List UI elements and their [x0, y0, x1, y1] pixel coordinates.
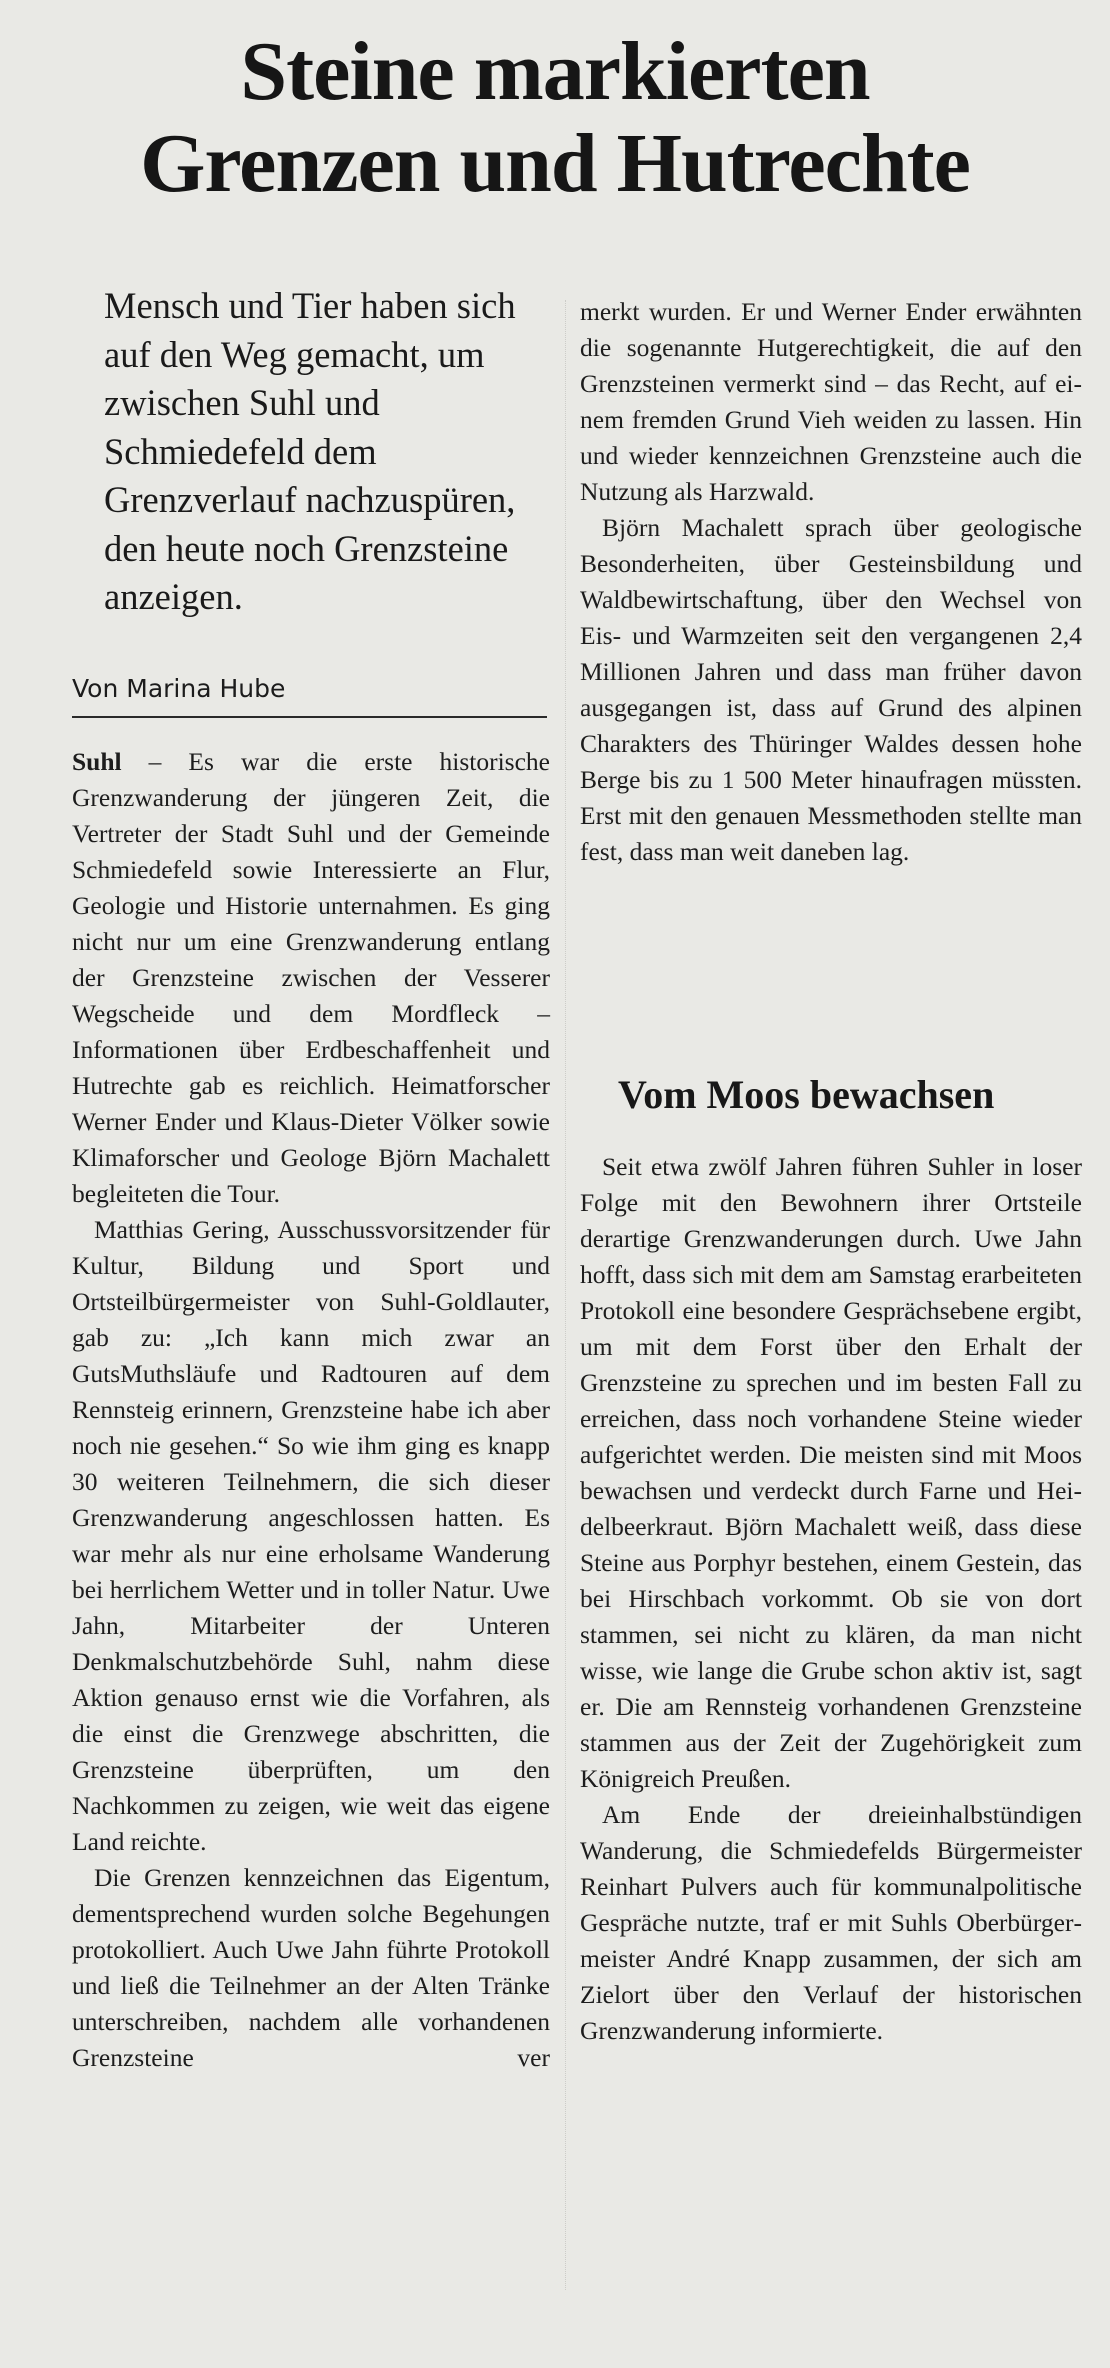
paragraph-1 [72, 744, 550, 1212]
headline-line-1: Steine markierten [240, 25, 870, 118]
paragraph-3-start: Die Grenzen kennzeichnen das Eigentum, dementsprechend wurden solche Begehungen protokolliert. Auch Uwe Jahn führte Protokoll und ließ die Teilnehmer an der Alten Tränke unterschreiben, nachdem alle vorhandenen Grenzsteine ver [72, 1863, 550, 2072]
paragraph-3-continued: merkt wurden. Er und Werner Ender erwähnten die sogenannte Hutgerechtigkeit, die auf den Grenzsteinen vermerkt sind – das Recht, auf einem fremden Grund Vieh weiden zu lassen. Hin und wieder kennzeichnen Grenzsteine auch die Nutzung als Harzwald. [580, 297, 1082, 506]
article-teaser: Mensch und Tier haben sich auf den Weg gemacht, um zwischen Suhl und Schmiedefeld dem Grenzverlauf nachzuspüren, den heute noch Grenzsteine anzeigen. [104, 285, 516, 617]
paragraph-4: Björn Machalett sprach über geologische Besonderheiten, über Gesteinsbildung und Waldbewirtschaftung, über den Wechsel von Eis- und Warmzeiten seit den vergangenen 2,4 Millionen Jahren und dass man früher davon ausgegangen ist, dass auf Grund des alpinen Charakters des Thüringer Waldes dessen hohe Berge bis zu 1 500 Meter hinaufragen müssten. Erst mit den genauen Messmethoden stellte man fest, dass man weit daneben lag. [580, 513, 1082, 866]
paragraph-6: Am Ende der dreieinhalbstündigen Wanderung, die Schmiedefelds Bürgermeister Reinhart Pulvers auch für kommunalpolitische Gespräche nutzte, traf er mit Suhls Oberbürgermeister André Knapp zusammen, der sich am Zielort über den Verlauf der historischen Grenzwanderung informierte. [580, 1800, 1082, 2045]
headline-line-2: Grenzen und Hutrechte [140, 117, 970, 210]
left-column [72, 744, 550, 2076]
paragraph-5: Seit etwa zwölf Jahren führen Suhler in loser Folge mit den Bewohnern ihrer Ortsteile derartige Grenzwanderungen durch. Uwe Jahn hofft, dass sich mit dem am Samstag erarbeiteten Protokoll eine besondere Gesprächsebene ergibt, um mit dem Forst über den Erhalt der Grenzsteine zu sprechen und im besten Fall zu erreichen, dass noch vorhandene Steine wieder aufgerichtet werden. Die meisten sind mit Moos bewachsen und verdeckt durch Farne und Heidelbeerkraut. Björn Machalett weiß, dass diese Steine aus Porphyr bestehen, einem Gestein, das bei Hirschbach vorkommt. Ob sie von dort stammen, sei nicht zu klären, da man nicht wisse, wie lange die Grube schon aktiv ist, sagt er. Die am Rennsteig vorhandenen Grenzsteine stammen aus der Zeit der Zugehörigkeit zum Königreich Preußen. [580, 1152, 1082, 1793]
dateline: Suhl [72, 747, 122, 776]
right-column-top [580, 294, 1082, 870]
article-headline [40, 26, 1070, 210]
byline-rule [72, 716, 547, 718]
section-subheading: Vom Moos bewachsen [618, 1072, 995, 1117]
paragraph-1-body: – Es war die erste historische Grenzwanderung der jüngeren Zeit, die Vertreter der Stadt Suhl und der Gemeinde Schmiedefeld sowie Interessierte an Flur, Geologie und Historie unternahmen. Es ging nicht nur um eine Grenzwanderung entlang der Grenzsteine zwischen der Vesserer Wegscheide und dem Mordfleck – Informationen über Erdbeschaffenheit und Hutrechte gab es reichlich. Heimatforscher Werner Ender und Klaus-Dieter Völker sowie Klimaforscher und Geologe Björn Machalett begleiteten die Tour. [72, 747, 550, 1208]
column-separator [565, 300, 566, 2290]
byline: Von Marina Hube [72, 674, 286, 703]
paragraph-2: Matthias Gering, Ausschussvorsitzender für Kultur, Bildung und Sport und Ortsteilbürgermeister von Suhl-Goldlauter, gab zu: „Ich kann mich zwar an GutsMuthsläufe und Radtouren auf dem Rennsteig erinnern, Grenzsteine habe ich aber noch nie gesehen.“ So wie ihm ging es knapp 30 weiteren Teilnehmern, die sich dieser Grenzwanderung angeschlossen hatten. Es war mehr als nur eine erholsame Wanderung bei herrlichem Wetter und in toller Natur. Uwe Jahn, Mitarbeiter der Unteren Denkmalschutzbehörde Suhl, nahm diese Aktion genauso ernst wie die Vorfahren, als die einst die Grenzwege abschritten, die Grenzsteine überprüften, um den Nachkommen zu zeigen, wie weit das eigene Land reichte. [72, 1215, 550, 1856]
right-column-bottom [580, 1149, 1082, 2049]
